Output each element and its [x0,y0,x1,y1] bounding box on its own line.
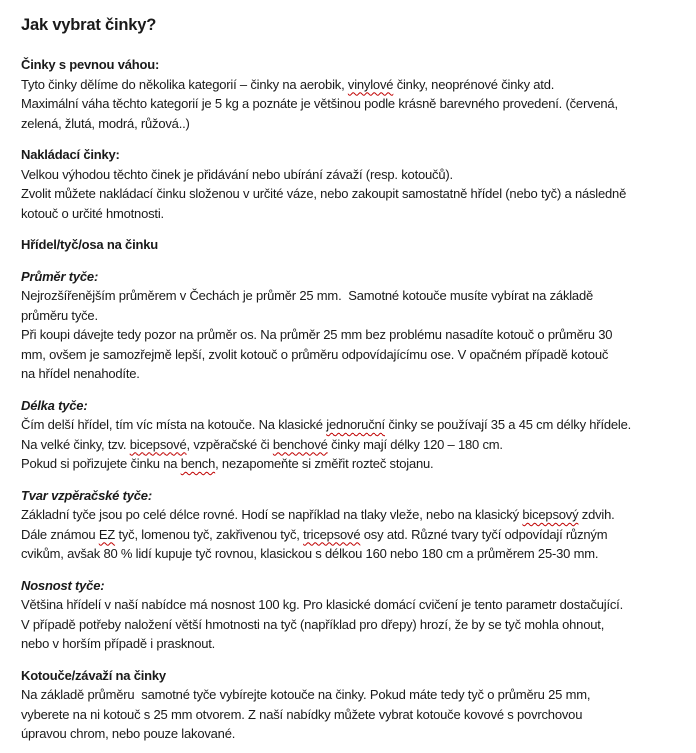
paragraph [21,75,686,134]
misspelled-word: vinylové [347,76,394,92]
text-line [21,685,686,705]
text-run: Maximální váha těchto kategorií je 5 kg a poznáte je většinou podle krásně barevného provedení. (červená, [21,96,618,111]
misspelled-word: bicepsové [129,436,187,452]
text-run: Zvolit můžete nakládací činku složenou v určité váze, nebo zakoupit samostatně hřídel (nebo tyč) a následně [21,186,627,201]
text-line [21,666,686,686]
text-run: , vzpěračské či [186,436,273,452]
text-line [21,415,686,435]
paragraph [21,595,686,654]
text-run: nebo v horším případě i prasknout. [21,636,216,651]
text-run: úpravou chrom, nebo pouze lakované. [21,726,236,741]
text-line [21,544,686,564]
misspelled-word: EZ [98,526,116,542]
text-run: Na velké činky, tzv. [21,436,130,452]
section-heading [21,666,686,686]
text-run: činky, neoprénové činky atd. [393,76,555,92]
text-run: Většina hřídelí v naší nabídce má nosnost 100 kg. Pro klasické domácí cvičení je tento parametr dostačující. [21,597,624,612]
paragraph [21,685,686,744]
paragraph [21,165,686,224]
text-line [21,75,686,95]
page-title: Jak vybrat činky? [21,16,157,34]
text-line [21,235,686,255]
text-run: Nejrozšířenějším průměrem v Čechách je průměr 25 mm. Samotné kotouče musíte vybírat na základě [21,288,594,303]
text-run: vyberete na ni kotouč s 25 mm otvorem. Z naší nabídky můžete vybrat kotouče kovové s povrchovou [21,706,583,722]
text-run: Při koupi dávejte tedy pozor na průměr os. Na průměr 25 mm bez problému nasadíte kotouč o průměru 30 [21,327,613,342]
text-line [21,165,686,185]
text-run: Činky s pevnou váhou: [21,57,160,72]
text-run: Hřídel/tyč/osa na činku [21,237,159,252]
text-run: průměru tyče. [21,307,98,323]
text-line [21,454,686,474]
text-run: kotouč o určité hmotnosti. [21,205,164,221]
text-line [21,345,686,365]
paragraph [21,505,686,564]
text-run: na hřídel nenahodíte. [21,366,140,381]
text-run: cvikům, avšak 80 % lidí kupuje tyč rovnou, klasickou s délkou 160 nebo 180 cm a průměrem 25-30 mm. [21,546,599,561]
section-heading [21,267,686,287]
section-heading [21,145,686,165]
section-heading [21,576,686,596]
section-heading [21,55,686,75]
text-run: Velkou výhodou těchto činek je přidávání nebo ubírání závaží (resp. kotoučů). [21,166,453,182]
paragraph [21,415,686,474]
text-line [21,286,686,306]
text-line [21,267,686,287]
text-line [21,184,686,204]
text-line [21,595,686,615]
text-line [21,114,686,134]
text-run: Průměr tyče: [21,268,99,284]
text-run: Nosnost tyče: [21,577,105,593]
misspelled-word: tricepsové [303,526,361,542]
text-run: Čím delší hřídel, tím víc místa na kotouče. Na klasické [21,417,327,432]
text-run: Dále známou [21,526,99,542]
text-run: mm, ovšem je samozřejmě lepší, zvolit kotouč o průměru odpovídajícímu ose. V opačném případě kotouč [21,346,609,362]
text-line [21,634,686,654]
text-run: Tvar vzpěračské tyče: [21,487,152,503]
paragraph [21,286,686,384]
section-heading [21,235,686,255]
misspelled-word: jednoruční [326,417,385,432]
text-line [21,705,686,725]
text-run: Nakládací činky: [21,147,120,162]
text-line [21,505,686,525]
text-line [21,325,686,345]
text-line [21,306,686,326]
text-run: zdvih. [578,507,615,522]
document-blocks [21,55,686,744]
text-run: Základní tyče jsou po celé délce rovné. Hodí se například na tlaky vleže, nebo na klasický [21,507,523,522]
text-run: V případě potřeby naložení větší hmotnosti na tyč (například pro dřepy) hrozí, že by se tyč mohla ohnout, [21,616,605,632]
misspelled-word: bicepsový [522,507,579,522]
text-line [21,145,686,165]
text-line [21,525,686,545]
section-heading [21,396,686,416]
text-run: tyč, lomenou tyč, zakřivenou tyč, [115,526,304,542]
section-heading [21,486,686,506]
text-line [21,486,686,506]
text-run: činky mají délky 120 – 180 cm. [327,436,503,452]
text-run: činky se používají 35 a 45 cm délky hřídele. [384,417,632,432]
text-run: osy atd. Různé tvary tyčí odpovídají různým [360,526,608,542]
text-line [21,204,686,224]
text-run: , nezapomeňte si změřit rozteč stojanu. [215,456,434,471]
misspelled-word: bench [180,456,216,471]
text-run: Délka tyče: [21,397,88,413]
text-line [21,435,686,455]
text-line [21,55,686,75]
text-run: Pokud si pořizujete činku na [21,456,181,471]
text-run: Tyto činky dělíme do několika kategorií – činky na aerobik, [21,76,348,92]
text-line [21,364,686,384]
text-run: Kotouče/závaží na činky [21,667,166,683]
text-line [21,576,686,596]
text-run: Na základě průměru samotné tyče vybírejte kotouče na činky. Pokud máte tedy tyč o průměru 25 mm, [21,687,591,702]
text-line [21,94,686,114]
text-line [21,396,686,416]
text-run: zelená, žlutá, modrá, růžová..) [21,115,190,131]
misspelled-word: benchové [272,436,328,452]
text-line [21,724,686,744]
text-line [21,615,686,635]
